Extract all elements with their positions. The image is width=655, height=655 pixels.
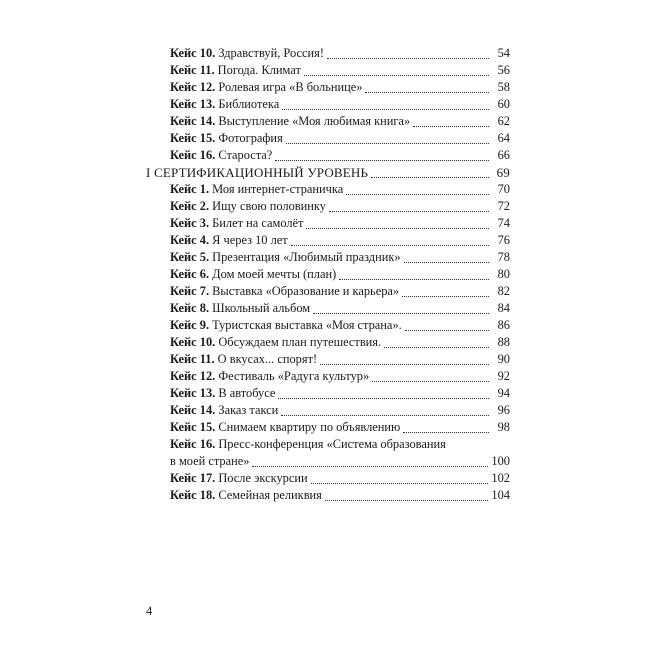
toc-entry[interactable] (170, 181, 510, 198)
dot-leader (313, 313, 489, 314)
toc-entry[interactable] (170, 249, 510, 266)
dot-leader (403, 432, 489, 433)
toc-entry-page: 74 (497, 216, 510, 230)
toc-entry-label (170, 402, 278, 419)
toc-entry-title: Пресс-конференция «Система образования (218, 437, 446, 451)
toc-entry[interactable] (170, 130, 510, 147)
dot-leader (306, 228, 489, 229)
toc-entry-prefix: Кейс 9. (170, 318, 210, 332)
dot-leader (346, 194, 489, 195)
toc-entry-label (170, 266, 336, 283)
toc-entry[interactable] (170, 300, 510, 317)
toc-entry-prefix: Кейс 11. (170, 63, 215, 77)
toc-entry-label (170, 470, 308, 487)
toc-entry-title: Выступление «Моя любимая книга» (218, 114, 411, 128)
toc-entry-prefix: Кейс 8. (170, 301, 210, 315)
toc-entry-label (170, 45, 324, 62)
toc-entry-prefix: Кейс 15. (170, 420, 216, 434)
dot-leader (327, 58, 489, 59)
toc-entry-page: 96 (497, 403, 510, 417)
toc-entry[interactable] (170, 385, 510, 402)
toc-entry-title: Школьный альбом (212, 301, 311, 315)
toc-entry-prefix: Кейс 14. (170, 114, 216, 128)
toc-entry-prefix: Кейс 1. (170, 182, 210, 196)
dot-leader (320, 364, 489, 365)
toc-entry-title: Я через 10 лет (212, 233, 288, 247)
toc-entry[interactable] (170, 113, 510, 130)
toc-entry[interactable] (170, 368, 510, 385)
toc-entry-label (170, 317, 402, 334)
toc-entry[interactable] (170, 198, 510, 215)
toc-entry-title: Погода. Климат (217, 63, 301, 77)
toc-entry-label (170, 198, 326, 215)
toc-entry-label (170, 385, 275, 402)
dot-leader (281, 415, 489, 416)
dot-leader (339, 279, 489, 280)
toc-entry[interactable] (170, 283, 510, 300)
page-number: 4 (146, 604, 153, 618)
toc-entry-prefix: Кейс 15. (170, 131, 216, 145)
toc-entry-prefix: Кейс 13. (170, 386, 216, 400)
toc-entry-prefix: Кейс 12. (170, 80, 216, 94)
toc-entry[interactable] (170, 147, 510, 164)
toc-entry-title-continued: в моей стране» (170, 454, 250, 468)
dot-leader (325, 500, 489, 501)
toc-entry-label (170, 300, 310, 317)
toc-entry-label (170, 79, 362, 96)
toc-entry[interactable] (170, 487, 510, 504)
toc-entry[interactable] (170, 215, 510, 232)
toc-entry-title: О вкусах... спорят! (217, 352, 318, 366)
toc-entry[interactable] (170, 62, 510, 79)
toc-entry-page: 70 (497, 182, 510, 196)
toc-entry-page: 72 (497, 199, 510, 213)
toc-entry-label (170, 232, 288, 249)
toc-entry-prefix: Кейс 18. (170, 488, 216, 502)
toc-entry-page: 86 (497, 318, 510, 332)
dot-leader (404, 262, 489, 263)
toc-entry-title: Обсуждаем план путешествия. (218, 335, 382, 349)
toc-entry-title: Фестиваль «Радуга культур» (218, 369, 370, 383)
dot-leader (275, 160, 489, 161)
dot-leader (384, 347, 489, 348)
toc-entry[interactable] (170, 45, 510, 62)
toc-entry-label (170, 334, 381, 351)
toc-entry-page: 102 (491, 471, 510, 485)
toc-entry-page: 94 (497, 386, 510, 400)
toc-entry[interactable] (170, 470, 510, 487)
toc-entry-title: Билет на самолёт (212, 216, 304, 230)
toc-entry-title: Дом моей мечты (план) (212, 267, 337, 281)
toc-entry-prefix: Кейс 17. (170, 471, 216, 485)
dot-leader (372, 381, 489, 382)
toc-entry-title: Ролевая игра «В больнице» (218, 80, 363, 94)
toc-entry-title: Здравствуй, Россия! (218, 46, 324, 60)
toc-entry-title: Семейная реликвия (218, 488, 322, 502)
toc-entry-title: Библиотека (218, 97, 280, 111)
toc-entry-label (170, 351, 317, 368)
toc-entry-page: 88 (497, 335, 510, 349)
toc-entry-prefix: Кейс 7. (170, 284, 210, 298)
toc-entry-page: 64 (497, 131, 510, 145)
dot-leader (311, 483, 489, 484)
dot-leader (371, 177, 489, 178)
dot-leader (291, 245, 489, 246)
toc-entry-title: Заказ такси (218, 403, 279, 417)
dot-leader (286, 143, 489, 144)
toc-entry-page: 60 (497, 97, 510, 111)
table-of-contents (146, 45, 510, 504)
toc-entry-page: 54 (497, 46, 510, 60)
toc-entry-prefix: Кейс 10. (170, 46, 216, 60)
toc-entry-title: Фотография (218, 131, 283, 145)
toc-entry[interactable] (170, 232, 510, 249)
toc-entry-prefix: Кейс 5. (170, 250, 210, 264)
toc-entry-page: 84 (497, 301, 510, 315)
toc-entry-page: 92 (497, 369, 510, 383)
dot-leader (278, 398, 489, 399)
toc-entry-label (170, 283, 399, 300)
toc-entry-label (170, 96, 279, 113)
toc-entry-page: 104 (491, 488, 510, 502)
toc-section-heading[interactable] (146, 164, 510, 181)
toc-entry-prefix: Кейс 12. (170, 369, 216, 383)
toc-entry[interactable] (170, 436, 510, 470)
dot-leader (365, 92, 489, 93)
toc-entry[interactable] (170, 96, 510, 113)
toc-entry-page: 82 (497, 284, 510, 298)
toc-entry-title: Выставка «Образование и карьера» (212, 284, 400, 298)
toc-entry-prefix: Кейс 3. (170, 216, 210, 230)
toc-entry-title: Моя интернет-страничка (212, 182, 344, 196)
toc-entry-page: 62 (497, 114, 510, 128)
toc-entry-prefix: Кейс 13. (170, 97, 216, 111)
toc-entry-label (170, 62, 301, 79)
toc-entry-title: Снимаем квартиру по объявлению (218, 420, 401, 434)
toc-entry-prefix: Кейс 11. (170, 352, 215, 366)
toc-entry-prefix: Кейс 2. (170, 199, 210, 213)
dot-leader (329, 211, 489, 212)
toc-entry-page: 76 (497, 233, 510, 247)
toc-entry-label (170, 436, 510, 453)
toc-entry-page: 80 (497, 267, 510, 281)
toc-entry-page: 100 (491, 454, 510, 468)
toc-entry[interactable] (170, 266, 510, 283)
toc-entry-title: Презентация «Любимый праздник» (212, 250, 401, 264)
toc-entry-page: 69 (496, 165, 510, 180)
toc-entry-title: Туристская выставка «Моя страна». (212, 318, 402, 332)
toc-entry-label (170, 130, 283, 147)
toc-entry[interactable] (170, 79, 510, 96)
toc-entry-title: Староста? (218, 148, 273, 162)
toc-entry-label (170, 147, 272, 164)
toc-entry-prefix: Кейс 10. (170, 335, 216, 349)
toc-entry-prefix: Кейс 16. (170, 437, 216, 451)
toc-entry-label (170, 181, 343, 198)
toc-entry-prefix: Кейс 14. (170, 403, 216, 417)
toc-entry[interactable] (170, 419, 510, 436)
dot-leader (304, 75, 489, 76)
toc-entry[interactable] (170, 334, 510, 351)
toc-entry-prefix: Кейс 4. (170, 233, 210, 247)
toc-entry-page: 78 (497, 250, 510, 264)
toc-entry[interactable] (170, 402, 510, 419)
toc-entry-label (170, 487, 322, 504)
toc-entry-continuation (170, 453, 510, 470)
toc-entry-page: 90 (497, 352, 510, 366)
toc-entry-title: После экскурсии (218, 471, 308, 485)
dot-leader (405, 330, 489, 331)
toc-entry-label (170, 249, 401, 266)
toc-entry-page: 98 (497, 420, 510, 434)
toc-entry-label (170, 419, 400, 436)
toc-entry[interactable] (170, 351, 510, 368)
dot-leader (402, 296, 489, 297)
toc-entry-prefix: Кейс 6. (170, 267, 210, 281)
toc-entry-title: Ищу свою половинку (212, 199, 326, 213)
dot-leader (252, 466, 488, 467)
toc-entry-page: 58 (497, 80, 510, 94)
toc-entry-label (170, 113, 410, 130)
toc-entry-page: 56 (497, 63, 510, 77)
toc-entry-prefix: Кейс 16. (170, 148, 216, 162)
toc-entry[interactable] (170, 317, 510, 334)
toc-entry-label (170, 368, 369, 385)
toc-entry-label (170, 215, 303, 232)
toc-entry-page: 66 (497, 148, 510, 162)
dot-leader (282, 109, 489, 110)
toc-entry-title: В автобусе (218, 386, 276, 400)
dot-leader (413, 126, 489, 127)
toc-section-title: I СЕРТИФИКАЦИОННЫЙ УРОВЕНЬ (146, 165, 369, 180)
